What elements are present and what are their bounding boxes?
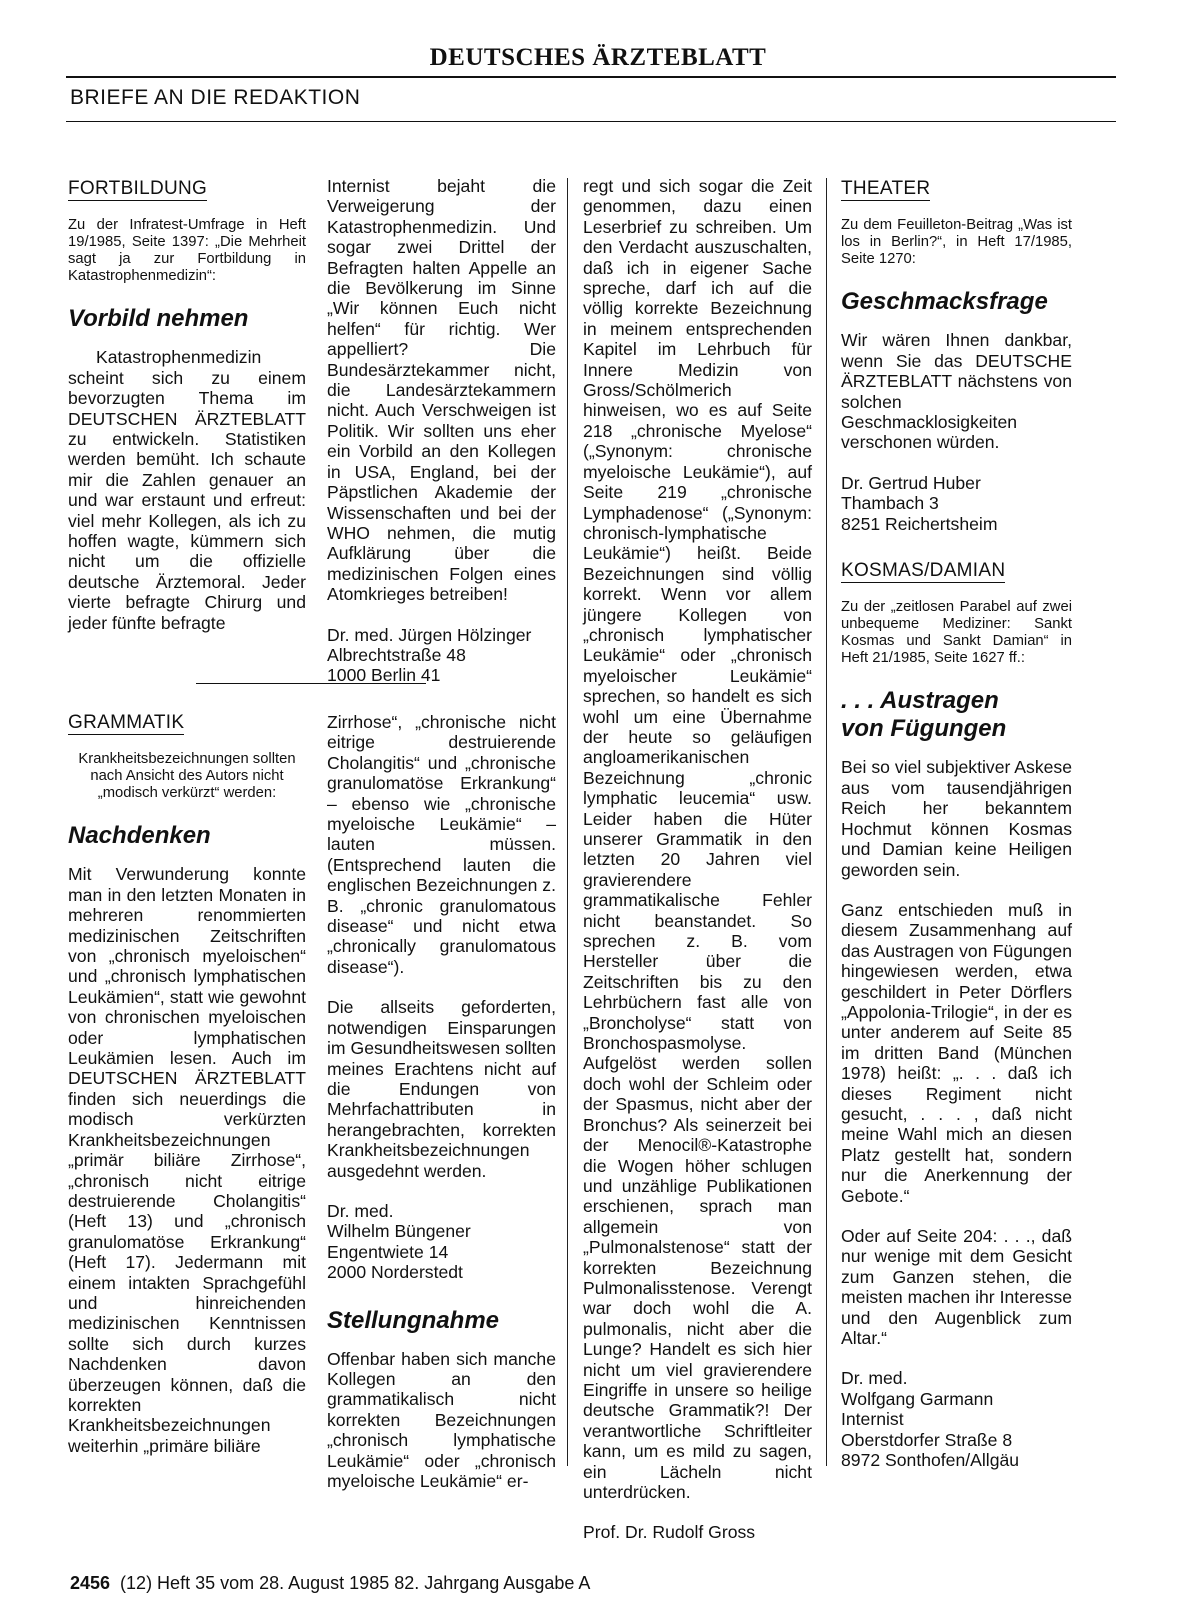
rubric-grammatik: GRAMMATIK	[68, 713, 184, 735]
headline-vorbild-nehmen: Vorbild nehmen	[68, 305, 249, 333]
theater-body: Wir wären Ihnen dankbar, wenn Sie das DEUTSCHE ÄRZTEBLATT nächstens von solchen Geschmacklosigkeiten verschonen würden.	[841, 330, 1072, 453]
signature-buengener: Dr. med. Wilhelm Büngener Engentwiete 14 2000 Norderstedt	[327, 1200, 471, 1283]
rubric-fortbildung: FORTBILDUNG	[68, 179, 207, 201]
grammatik-body-2: Zirrhose“, „chronische nicht eitrige destruierende Cholangitis“ und „chronische granulomatöse Erkrankung“ – ebenso wie „chronische myeloische Leukämie“ – lauten müssen. (Entsprechend lauten die englischen Bezeichnungen z. B. „chronic granulomatous disease“ und nicht etwa „chronically granulomatous disease“).	[327, 712, 556, 977]
headline-geschmacksfrage: Geschmacksfrage	[841, 288, 1048, 316]
signature-gross: Prof. Dr. Rudolf Gross	[583, 1522, 756, 1543]
kosmas-body-1: Bei so viel subjektiver Askese aus vom tausendjährigen Reich her bekanntem Hochmut können Kosmas und Damian keine Heiligen geworden sein.	[841, 757, 1072, 880]
stellungnahme-body-2: regt und sich sogar die Zeit genommen, dazu einen Leserbrief zu schreiben. Um den Verdacht auszuschalten, daß ich in eigener Sache spreche, darf ich auf die völlig korrekte Bezeichnung in meinem entsprechenden Kapitel im Lehrbuch für Innere Medizin von Gross/Schölmerich hinweisen, wo es auf Seite 218 „chronische Myelose“ („Synonym: chronische myeloische Leukämie“), auf Seite 219 „chronische Lymphadenose“ („Synonym: chronisch-lymphatische Leukämie“) heißt. Beide Bezeichnungen sind völlig korrekt. Wenn vor allem jüngere Kollegen von „chronisch lymphatischer Leukämie“ oder „chronisch myeloischer Leukämie“ sprechen, so handelt es sich wohl um eine Übernahme der heute so geläufigen angloamerikanischen Bezeichnung „chronic lymphatic leucemia“ usw. Leider haben die Hüter unserer Grammatik in den letzten 20 Jahren viel gravierendere grammatikalische Fehler nicht beanstandet. So sprechen z. B. vom Hersteller über die Zeitschriften bis zu den Lehrbüchern fast alle von „Broncholyse“ statt von Bronchospasmolyse. Aufgelöst werden sollen doch wohl der Schleim oder der Spasmus, nicht aber der Bronchus? Als seinerzeit bei der Menocil®-Katastrophe die Wogen höher schlugen und unzählige Publikationen erschienen, sprach man allgemein von „Pulmonalstenose“ statt der korrekten Bezeichnung Pulmonalisstenose. Verengt war doch wohl die A. pulmonalis, nicht aber die Lunge? Handelt es sich hier nicht um viel gravierendere Eingriffe in unsere so heilige deutsche Grammatik?! Der verantwortliche Schriftleiter kann, um es mild zu sagen, ein Lächeln nicht unterdrücken.	[583, 176, 812, 1502]
grammatik-body-3: Die allseits geforderten, notwendigen Einsparungen im Gesundheitswesen sollten meines Erachtens nicht auf die Endungen von Mehrfachattributen in herangebrachten, korrekten Krankheitsbezeichnungen ausgedehnt werden.	[327, 997, 556, 1181]
page-number: 2456	[70, 1573, 111, 1593]
masthead: DEUTSCHES ÄRZTEBLATT	[429, 44, 767, 71]
page-footer	[70, 1573, 590, 1594]
header-rule	[66, 76, 1116, 78]
fortbildung-body-1: Katastrophenmedizin scheint sich zu einem bevorzugten Thema im DEUTSCHEN ÄRZTEBLATT zu entwickeln. Statistiken werden bemüht. Ich schaute mir die Zahlen genauer an und war erstaunt und erfreut: viel mehr Kollegen, als ich zu hoffen wagte, kümmern sich nicht um die offizielle deutsche Ärztemoral. Jeder vierte befragte Chirurg und jeder fünfte befragte	[68, 347, 306, 633]
headline-nachdenken: Nachdenken	[68, 822, 211, 850]
signature-hoelzinger: Dr. med. Jürgen Hölzinger Albrechtstraße 48 1000 Berlin 41	[327, 624, 532, 686]
signature-huber: Dr. Gertrud Huber Thambach 3 8251 Reichertsheim	[841, 472, 998, 534]
theater-kosmas-column	[841, 178, 1072, 1470]
column-rule-4	[826, 178, 827, 1466]
theater-intro: Zu dem Feuilleton-Beitrag „Was ist los in Berlin?“, in Heft 17/1985, Seite 1270:	[841, 217, 1072, 268]
headline-stellungnahme: Stellungnahme	[327, 1306, 500, 1334]
grammatik-column-1	[68, 712, 306, 1456]
issue-info: (12) Heft 35 vom 28. August 1985 82. Jahrgang Ausgabe A	[120, 1573, 591, 1593]
header-rule-lower	[66, 121, 1116, 122]
fortbildung-body-2: Internist bejaht die Verweigerung der Katastrophenmedizin. Und sogar zwei Drittel der Befragten halten Appelle an die Bevölkerung im Sinne „Wir können Euch nicht helfen“ für richtig. Wer appelliert? Die Bundesärztekammer nicht, die Landesärztekammern nicht. Auch Verschweigen ist Politik. Wir sollten uns eher ein Vorbild an den Kollegen in USA, England, bei der Päpstlichen Akademie der Wissenschaften und bei der WHO nehmen, die mutig Aufklärung über die medizinischen Folgen eines Atomkrieges betreiben!	[327, 176, 556, 605]
rubric-kosmas-damian: KOSMAS/DAMIAN	[841, 561, 1005, 583]
fortbildung-intro: Zu der Infratest-Umfrage in Heft 19/1985, Seite 1397: „Die Mehrheit sagt ja zur Fortbildung in Katastrophenmedizin“:	[68, 217, 306, 285]
kosmas-body-3: Oder auf Seite 204: . . ., daß nur wenige mit dem Gesicht zum Ganzen stehen, die meisten machen ihr Interesse und den Augenblick zum Altar.“	[841, 1226, 1072, 1349]
rubric-theater: THEATER	[841, 179, 930, 201]
section-title: BRIEFE AN DIE REDAKTION	[70, 86, 361, 109]
kosmas-intro: Zu der „zeitlosen Parabel auf zwei unbequeme Mediziner: Sankt Kosmas und Sankt Damian“ in Heft 21/1985, Seite 1627 ff.:	[841, 599, 1072, 667]
stellungnahme-body-1: Offenbar haben sich manche Kollegen an den grammatikalisch nicht korrekten Bezeichnungen „chronisch lymphatische Leukämie“ oder „chronisch myeloische Leukämie“ er-	[327, 1348, 556, 1491]
stellungnahme-column	[583, 176, 812, 1543]
fortbildung-column-2	[327, 176, 556, 686]
headline-austragen-von-fuegungen: . . . Austragen von Fügungen	[841, 687, 1007, 743]
article-separator	[196, 683, 426, 684]
grammatik-column-2	[327, 712, 556, 1491]
grammatik-body-1: Mit Verwunderung konnte man in den letzten Monaten in mehreren renommierten medizinischen Zeitschriften von „chronisch myeloischen“ und „chronisch lymphatischen Leukämien“, statt wie gewohnt von chronischen myeloischen oder lymphatischen Leukämien lesen. Auch im DEUTSCHEN ÄRZTEBLATT finden sich neuerdings die modisch verkürzten Krankheitsbezeichnungen „primär biliäre Zirrhose“, „chronisch nicht eitrige destruierende Cholangitis“ (Heft 13) und „chronisch granulomatöse Erkrankung“ (Heft 17). Jedermann mit einem intakten Sprachgefühl und hinreichenden medizinischen Kenntnissen sollte sich durch kurzes Nachdenken davon überzeugen können, daß die korrekten Krankheitsbezeichnungen weiterhin „primäre biliäre	[68, 864, 306, 1456]
fortbildung-column-1	[68, 178, 306, 633]
kosmas-body-2: Ganz entschieden muß in diesem Zusammenhang auf das Austragen von Fügungen hingewiesen werden, etwa geschildert in Peter Dörflers „Appolonia-Trilogie“, in der es unter anderem auf Seite 85 im dritten Band (München 1978) heißt: „. . . daß ich dieses Regiment nicht gesucht, . . . , daß nicht meine Wahl mich an diesen Platz gestellt hat, sondern nur die Anerkennung der Gebote.“	[841, 899, 1072, 1206]
column-rule-3	[567, 178, 568, 1466]
grammatik-intro: Krankheitsbezeichnungen sollten nach Ansicht des Autors nicht „modisch verkürzt“ werden:	[78, 751, 296, 802]
signature-garmann: Dr. med. Wolfgang Garmann Internist Oberstdorfer Straße 8 8972 Sonthofen/Allgäu	[841, 1368, 1020, 1471]
